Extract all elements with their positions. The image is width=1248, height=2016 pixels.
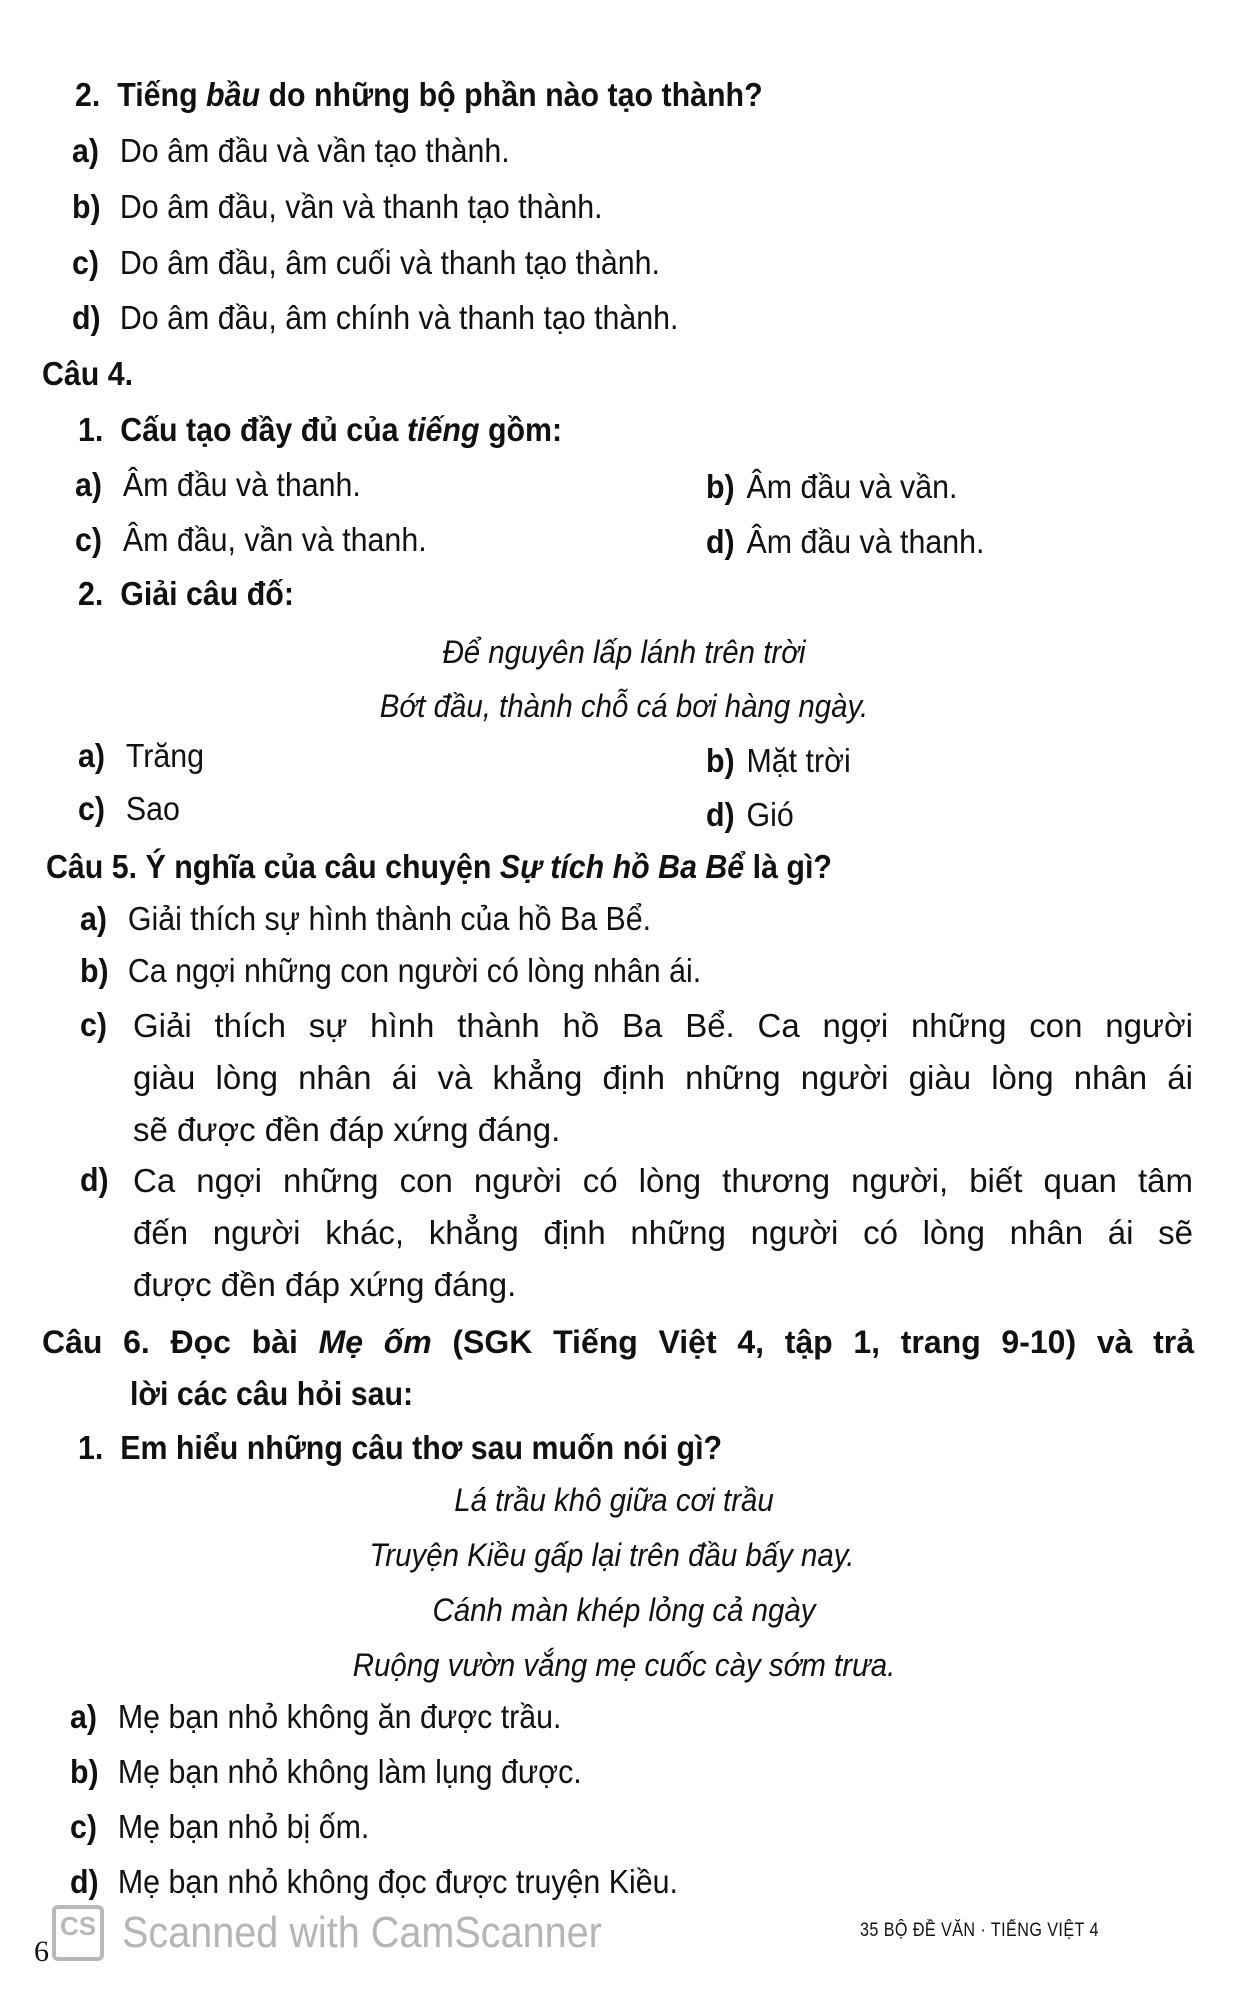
- q6-option-c: [70, 1807, 369, 1847]
- heading-text: (SGK Tiếng Việt 4, tập 1, trang 9-10) và trả: [431, 1324, 1195, 1360]
- option-label: a): [80, 900, 107, 937]
- q4-p2-option-b: [706, 741, 851, 781]
- q4-option-b: [706, 467, 957, 507]
- riddle-line-2: Bớt đầu, thành chỗ cá bơi hàng ngày.: [379, 688, 869, 724]
- option-label: a): [78, 737, 105, 774]
- option-text: Âm đầu và vần.: [746, 468, 958, 505]
- option-label: d): [72, 299, 101, 336]
- option-label: a): [72, 132, 99, 169]
- heading-text: là gì?: [744, 848, 832, 885]
- q3-option-a: [72, 131, 510, 171]
- option-label: b): [706, 742, 735, 779]
- option-label: b): [706, 468, 735, 505]
- title-text: do những bộ phần nào tạo thành?: [260, 76, 763, 113]
- title-text: Tiếng: [117, 76, 207, 113]
- camscanner-watermark: [52, 1905, 655, 1961]
- option-label: c): [78, 790, 105, 827]
- q4-p2-option-c: [78, 789, 180, 829]
- heading-text: Câu 5. Ý nghĩa của câu chuyện: [46, 848, 500, 885]
- title-italic: tiếng: [407, 411, 480, 448]
- option-line: giàu lòng nhân ái và khẳng định những người giàu lòng nhân ái: [133, 1059, 1193, 1096]
- title-text: Cấu tạo đầy đủ của: [120, 411, 408, 448]
- option-text: Trăng: [125, 737, 205, 774]
- q6-option-a: [70, 1697, 561, 1737]
- option-text: Mẹ bạn nhỏ bị ốm.: [117, 1808, 370, 1845]
- heading-italic: Sự tích hồ Ba Bể: [499, 848, 745, 885]
- option-label: c): [72, 244, 99, 281]
- q5-option-a: [80, 899, 651, 939]
- option-text: Sao: [125, 790, 180, 827]
- q3-option-c: [72, 243, 660, 283]
- option-text: Do âm đầu, âm cuối và thanh tạo thành.: [119, 244, 660, 281]
- poem-line-2: Truyện Kiều gấp lại trên đầu bấy nay.: [369, 1537, 855, 1573]
- option-line: Giải thích sự hình thành hồ Ba Bể. Ca ngợi những con người: [133, 1007, 1193, 1044]
- q4-part1-title: [78, 410, 562, 450]
- item-number: 2.: [75, 76, 101, 113]
- camscanner-logo-icon: CS: [52, 1905, 104, 1961]
- q4-option-c: [75, 520, 427, 560]
- item-number: 1.: [78, 411, 104, 448]
- option-line: Ca ngợi những con người có lòng thương người, biết quan tâm: [133, 1162, 1193, 1199]
- option-text: Do âm đầu, vần và thanh tạo thành.: [119, 188, 603, 225]
- option-label: d): [706, 523, 735, 560]
- running-head: 35 BỘ ĐỀ VĂN · TIẾNG VIỆT 4: [860, 1920, 1099, 1941]
- watermark-text: Scanned with CamScanner: [122, 1908, 602, 1957]
- option-text: Giải thích sự hình thành của hồ Ba Bể.: [127, 900, 652, 937]
- option-label: b): [80, 952, 109, 989]
- q6-heading-line-2: lời các câu hỏi sau:: [130, 1375, 414, 1412]
- option-text: Do âm đầu và vần tạo thành.: [119, 132, 510, 169]
- poem-line-1: Lá trầu khô giữa cơi trầu: [454, 1482, 774, 1518]
- q4-part2-title: [78, 574, 294, 614]
- option-label: a): [70, 1698, 97, 1735]
- q5-option-c-label: c): [80, 1006, 107, 1043]
- option-text: Do âm đầu, âm chính và thanh tạo thành.: [119, 299, 679, 336]
- q4-p2-option-a: [78, 736, 204, 776]
- option-text: Âm đầu và thanh.: [746, 523, 985, 560]
- option-text: Mẹ bạn nhỏ không đọc được truyện Kiều.: [117, 1863, 678, 1900]
- option-label: d): [70, 1863, 99, 1900]
- option-line: sẽ được đền đáp xứng đáng.: [133, 1111, 561, 1148]
- q3-option-d: [72, 298, 678, 338]
- option-text: Âm đầu, vần và thanh.: [122, 521, 427, 558]
- q5-option-d-label: d): [80, 1161, 109, 1198]
- q5-heading: [46, 847, 832, 887]
- q3-part2-title: [75, 75, 763, 115]
- q4-option-d: [706, 522, 984, 562]
- option-label: c): [75, 521, 102, 558]
- q4-p2-option-d: [706, 795, 794, 835]
- riddle-line-1: Để nguyên lấp lánh trên trời: [442, 634, 806, 670]
- q6-heading-line-1: [42, 1316, 1194, 1368]
- option-text: Ca ngợi những con người có lòng nhân ái.: [127, 952, 702, 989]
- title-text: gồm:: [479, 411, 563, 448]
- q6-option-d: [70, 1862, 678, 1902]
- q4-heading: Câu 4.: [42, 355, 134, 392]
- poem-line-3: Cánh màn khép lỏng cả ngày: [432, 1592, 816, 1628]
- heading-italic: Mẹ ốm: [318, 1324, 432, 1360]
- option-text: Mẹ bạn nhỏ không làm lụng được.: [117, 1753, 582, 1790]
- title-text: Giải câu đố:: [120, 575, 294, 612]
- heading-text: Câu 6. Đọc bài: [42, 1324, 319, 1360]
- q5-option-d-text: [133, 1155, 1193, 1311]
- option-text: Mẹ bạn nhỏ không ăn được trầu.: [117, 1698, 562, 1735]
- q6-part1-title: [78, 1428, 722, 1468]
- q5-option-c-text: [133, 1000, 1193, 1156]
- q6-heading: [42, 1316, 1194, 1368]
- q4-option-a: [75, 465, 361, 505]
- option-label: b): [70, 1753, 99, 1790]
- title-italic: bầu: [206, 76, 261, 113]
- option-text: Gió: [746, 796, 794, 833]
- option-line: đến người khác, khẳng định những người có lòng nhân ái sẽ: [133, 1214, 1193, 1251]
- option-label: c): [70, 1808, 97, 1845]
- option-text: Mặt trời: [746, 742, 851, 779]
- q6-option-b: [70, 1752, 582, 1792]
- option-label: b): [72, 188, 101, 225]
- option-label: d): [706, 796, 735, 833]
- option-line: được đền đáp xứng đáng.: [133, 1266, 517, 1303]
- q3-option-b: [72, 187, 603, 227]
- poem-line-4: Ruộng vườn vắng mẹ cuốc cày sớm trưa.: [352, 1647, 896, 1683]
- q5-option-b: [80, 951, 701, 991]
- title-text: Em hiểu những câu thơ sau muốn nói gì?: [120, 1429, 723, 1466]
- option-label: a): [75, 466, 102, 503]
- option-text: Âm đầu và thanh.: [122, 466, 361, 503]
- item-number: 1.: [78, 1429, 104, 1466]
- item-number: 2.: [78, 575, 104, 612]
- page-number: 6: [34, 1935, 49, 1968]
